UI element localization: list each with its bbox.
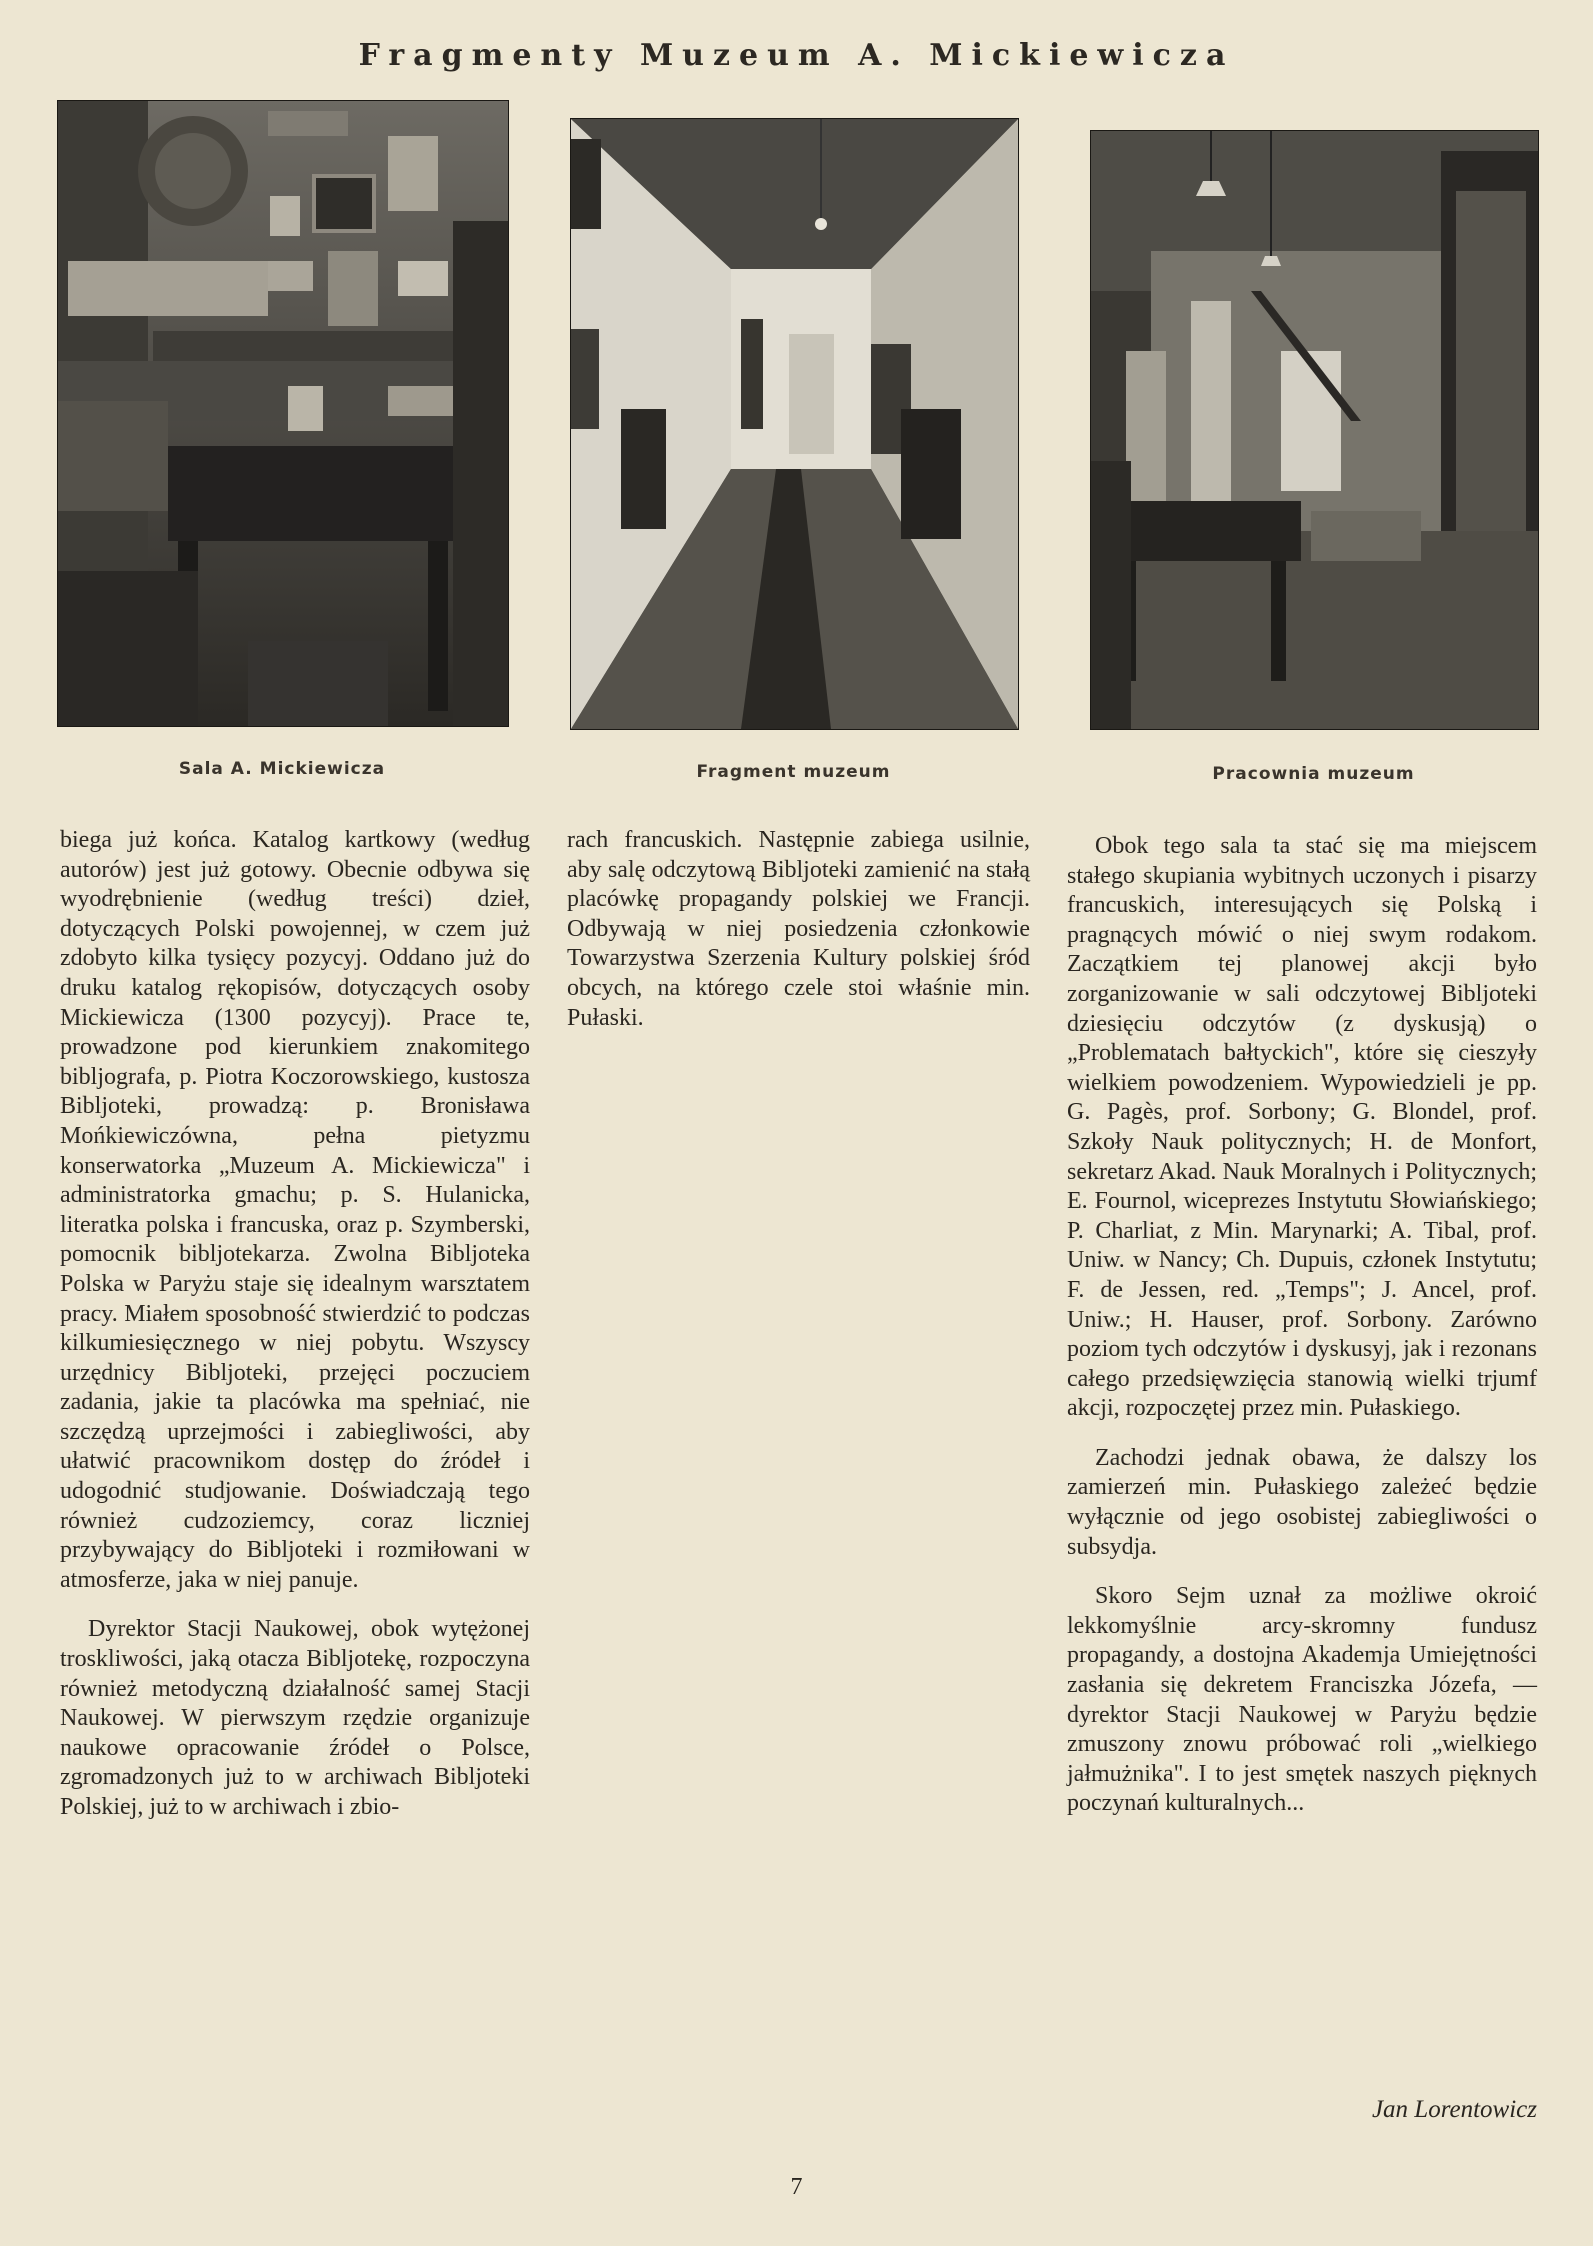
photo-sala-mickiewicza [57, 100, 509, 727]
column-1-paragraph-1: biega już końca. Katalog kartkowy (według autorów) jest już gotowy. Obecnie odbywa się wyodrębnienie (według treści) dzieł, dotyczących Polski powojennej, w czem już zdobyto kilka tysięcy pozycyj. Oddano już do druku katalog rękopisów, dotyczących osoby Mickiewicza (1300 pozycyj). Prace te, prowadzone pod kierunkiem znakomitego bibljografa, p. Piotra Koczorowskiego, kustosza Bibljoteki, prowadzą: p. Bronisława Mońkiewiczówna, pełna pietyzmu konserwatorka „Muzeum A. Mickiewicza" i administratorka gmachu; p. S. Hulanicka, literatka polska i francuska, oraz p. Szymberski, pomocnik bibljotekarza. Zwolna Bibljoteka Polska w Paryżu staje się idealnym warsztatem pracy. Miałem sposobność stwierdzić to podczas kilkumiesięcznego w niej pobytu. Wszyscy urzędnicy Bibljoteki, przejęci poczuciem zadania, jakie ta placówka ma spełniać, nie szczędzą uprzejmości i zabiegliwości, aby ułatwić pracownikom dostęp do źródeł i udogodnić studjowanie. Doświadczają tego również cudzoziemcy, coraz liczniej przybywający do Bibljoteki i rozmiłowani w atmosferze, jaka w niej panuje. [60, 827, 530, 1593]
photo-reading-room-image [1091, 131, 1538, 729]
text-column-1 [60, 826, 530, 1823]
caption-photo-2: Fragment muzeum [696, 762, 891, 782]
photo-fragment-muzeum [570, 118, 1019, 730]
column-3-paragraph-2: Zachodzi jednak obawa, że dalszy los zamierzeń min. Pułaskiego zależeć będzie wyłącznie od jego osobistej zabiegliwości o subsydja. [1067, 1444, 1537, 1560]
caption-photo-3: Pracownia muzeum [1212, 764, 1415, 784]
page-number: 7 [790, 2174, 803, 2200]
column-1-paragraph-2: Dyrektor Stacji Naukowej, obok wytężonej troskliwości, jaką otacza Bibljotekę, rozpoczyna również metodyczną działalność samej Stacji Naukowej. W pierwszym rzędzie organizuje naukowe opracowanie źródeł o Polsce, zgromadzonych już to w archiwach Bibljoteki Polskiej, już to w archiwach i zbio- [60, 1616, 530, 1820]
photo-corridor-image [571, 119, 1018, 729]
caption-photo-1: Sala A. Mickiewicza [178, 759, 386, 779]
text-column-2 [567, 826, 1030, 1033]
photo-room-image [58, 101, 508, 726]
column-3-paragraph-3: Skoro Sejm uznał za możliwe okroić lekkomyślnie arcy-skromny fundusz propagandy, a dostojna Akademja Umiejętności zasłania się dekretem Franciszka Józefa, — dyrektor Stacji Naukowej w Paryżu będzie zmuszony znowu próbować roli „wielkiego jałmużnika". I to jest smętek naszych pięknych poczynań kulturalnych... [1067, 1583, 1537, 1817]
photo-pracownia-muzeum [1090, 130, 1539, 730]
column-2-paragraph-1: rach francuskich. Następnie zabiega usilnie, aby salę odczytową Bibljoteki zamienić na stałą placówkę propagandy polskiej we Francji. Odbywają w niej posiedzenia członkowie Towarzystwa Szerzenia Kultury polskiej śród obcych, na którego czele stoi właśnie min. Pułaski. [567, 827, 1030, 1031]
text-column-3 [1067, 832, 1537, 1819]
page-title: Fragmenty Muzeum A. Mickiewicza [358, 38, 1235, 73]
column-3-paragraph-1: Obok tego sala ta stać się ma miejscem stałego skupiania wybitnych uczonych i pisarzy francuskich, interesujących się Polską i pragnących mówić o niej swym rodakom. Zaczątkiem tej planowej akcji było zorganizowanie w sali odczytowej Bibljoteki dziesięciu odczytów (z dyskusją) o „Problematach bałtyckich", które się cieszyły wielkiem powodzeniem. Wypowiedzieli je pp. G. Pagès, prof. Sorbony; G. Blondel, prof. Szkoły Nauk politycznych; H. de Monfort, sekretarz Akad. Nauk Moralnych i Politycznych; E. Fournol, wiceprezes Instytutu Słowiańskiego; P. Charliat, z Min. Marynarki; A. Tibal, prof. Uniw. w Nancy; Ch. Dupuis, członek Instytutu; F. de Jessen, red. „Temps"; J. Ancel, prof. Uniw.; H. Hauser, prof. Sorbony. Zarówno poziom tych odczytów i dyskusyj, jak i rezonans całego przedsięwzięcia stanowią wielki trjumf akcji, rozpoczętej przez min. Pułaskiego. [1067, 833, 1537, 1422]
author-signature: Jan Lorentowicz [1371, 2096, 1537, 2123]
